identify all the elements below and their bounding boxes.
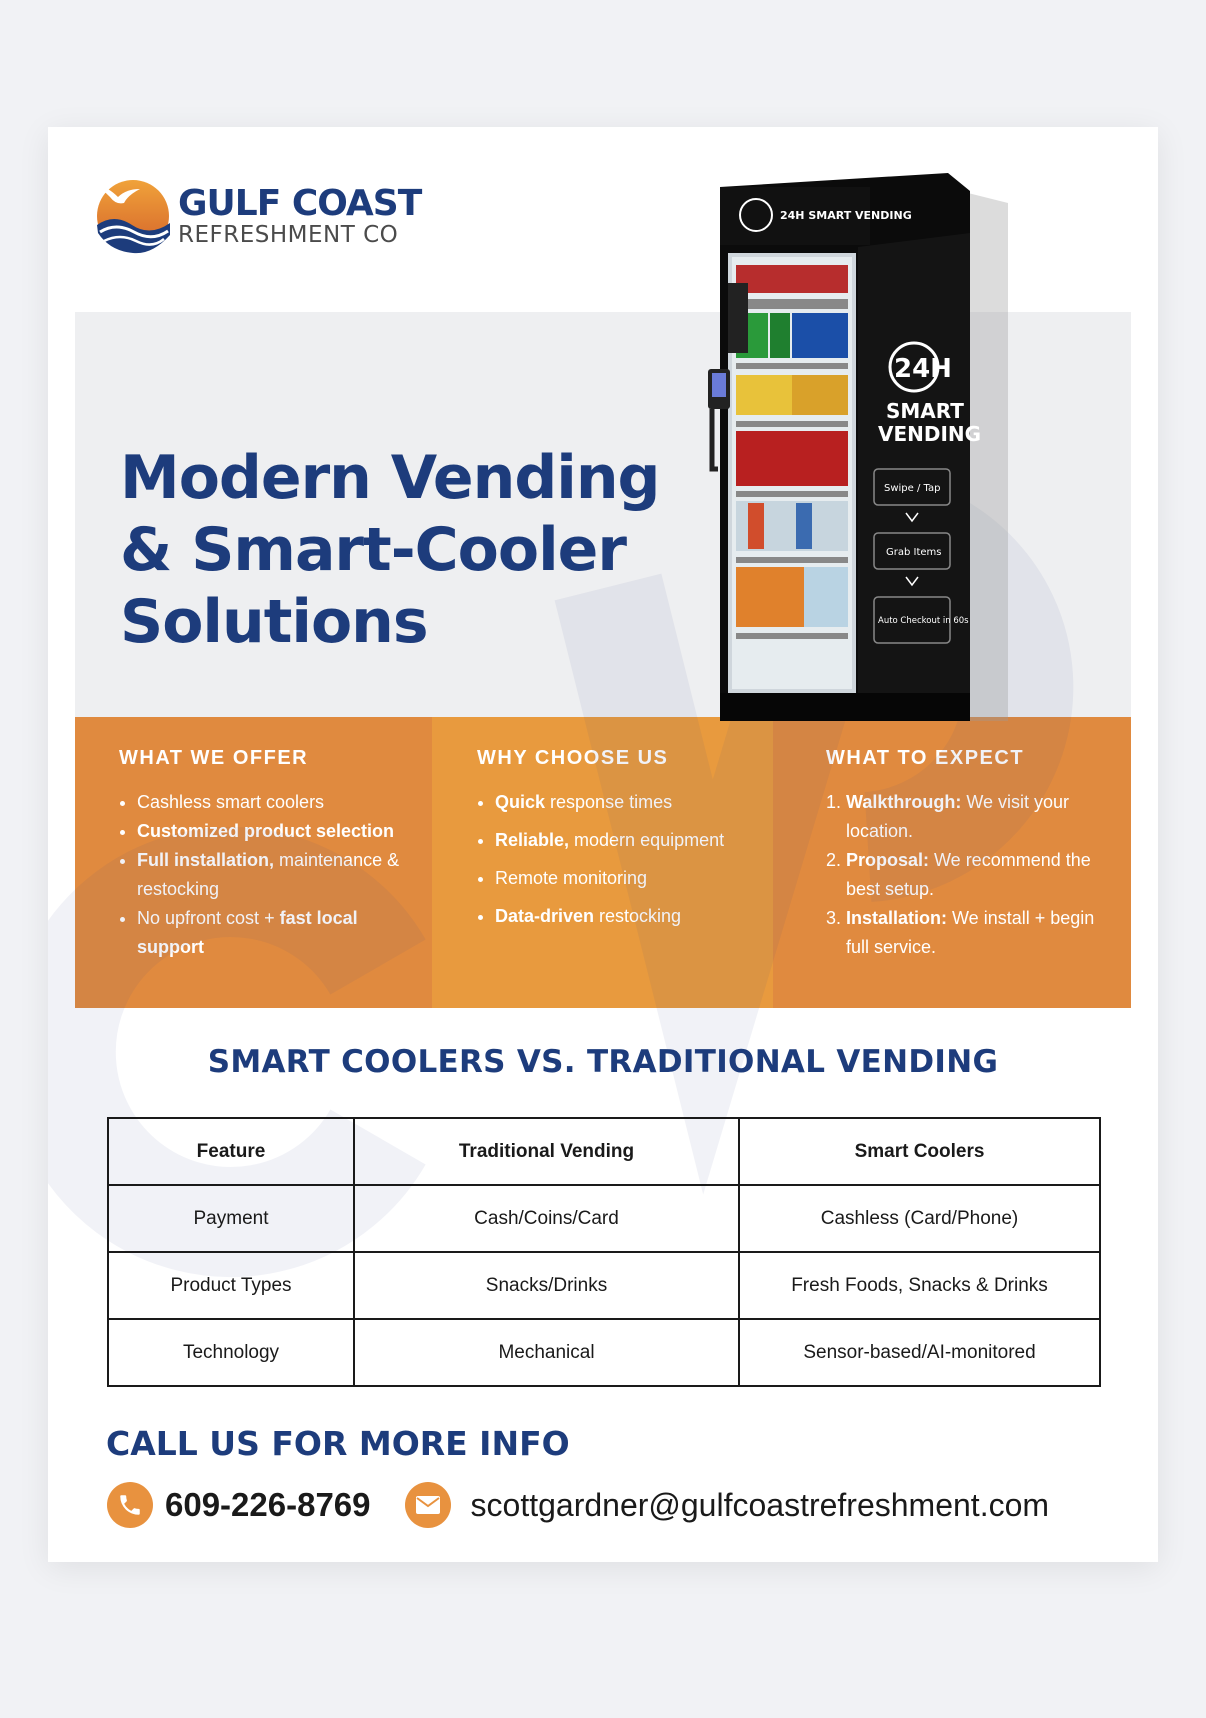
phone-number[interactable]: 609-226-8769: [165, 1486, 371, 1523]
offer-title: WHAT WE OFFER: [119, 747, 309, 769]
list-item: 1. Walkthrough: We visit your location.: [846, 788, 1101, 846]
list-item: • No upfront cost + fast local support: [137, 904, 412, 962]
why-title: WHY CHOOSE US: [477, 747, 669, 769]
table-cell: Payment: [108, 1185, 354, 1252]
machine-side-24h: 24H: [894, 354, 952, 384]
info-band: [75, 717, 1131, 1008]
table-cell: Mechanical: [354, 1319, 739, 1386]
smart-vending-machine-image: [708, 173, 1048, 721]
table-cell: Product Types: [108, 1252, 354, 1319]
list-item: 2. Proposal: We recommend the best setup.: [846, 846, 1101, 904]
list-item: • Data-driven restocking: [495, 902, 753, 931]
headline-line-1: Modern Vending: [120, 443, 660, 513]
headline-line-2: & Smart-Cooler: [120, 515, 626, 585]
list-item: • Reliable, modern equipment: [495, 826, 753, 855]
machine-step-1: Swipe / Tap: [884, 483, 941, 494]
comparison-table: [107, 1117, 1101, 1387]
machine-step-3: Auto Checkout in 60s: [878, 616, 969, 626]
expect-column: [773, 717, 1131, 1008]
email-address[interactable]: scottgardner@gulfcoastrefreshment.com: [470, 1486, 1050, 1523]
table-header-cell: Smart Coolers: [739, 1118, 1100, 1185]
machine-side-smart: SMART: [886, 399, 964, 423]
seagull-wave-logo-icon: [92, 175, 174, 257]
headline-line-3: Solutions: [120, 587, 428, 657]
flyer-card: [48, 127, 1158, 1562]
list-item: • Quick response times: [495, 788, 753, 817]
table-row: [108, 1252, 1100, 1319]
logo-name-bottom: REFRESHMENT CO: [178, 221, 399, 248]
list-item: • Remote monitoring: [495, 864, 753, 893]
why-column: [432, 717, 773, 1008]
list-item: • Customized product selection: [137, 817, 412, 846]
table-cell: Snacks/Drinks: [354, 1252, 739, 1319]
table-cell: Fresh Foods, Snacks & Drinks: [739, 1252, 1100, 1319]
machine-side-vending: VENDING: [878, 422, 982, 446]
list-item: • Cashless smart coolers: [137, 788, 412, 817]
envelope-icon: [405, 1482, 451, 1528]
hero-headline: [120, 442, 680, 658]
why-list: [477, 788, 753, 931]
table-row: [108, 1319, 1100, 1386]
offer-list: [119, 788, 412, 962]
company-logo: [92, 175, 421, 257]
phone-icon: [107, 1482, 153, 1528]
table-cell: Technology: [108, 1319, 354, 1386]
table-row: [108, 1185, 1100, 1252]
comparison-title: SMART COOLERS VS. TRADITIONAL VENDING: [207, 1044, 999, 1080]
table-cell: Cashless (Card/Phone): [739, 1185, 1100, 1252]
list-item: 3. Installation: We install + begin full service.: [846, 904, 1101, 962]
expect-list: [826, 788, 1101, 962]
call-to-action-title: CALL US FOR MORE INFO: [106, 1424, 570, 1463]
machine-step-2: Grab Items: [886, 547, 942, 558]
table-cell: Sensor-based/AI-monitored: [739, 1319, 1100, 1386]
logo-name-top: GULF COAST: [178, 182, 422, 224]
table-header-cell: Traditional Vending: [354, 1118, 739, 1185]
contact-row: [107, 1482, 1049, 1528]
table-header-row: [108, 1118, 1100, 1185]
product-shelves: [736, 265, 848, 639]
table-header-cell: Feature: [108, 1118, 354, 1185]
expect-title: WHAT TO EXPECT: [826, 747, 1025, 769]
machine-top-text: 24H SMART VENDING: [780, 209, 912, 222]
offer-column: [75, 717, 432, 1008]
list-item: • Full installation, maintenance & restocking: [137, 846, 412, 904]
table-cell: Cash/Coins/Card: [354, 1185, 739, 1252]
